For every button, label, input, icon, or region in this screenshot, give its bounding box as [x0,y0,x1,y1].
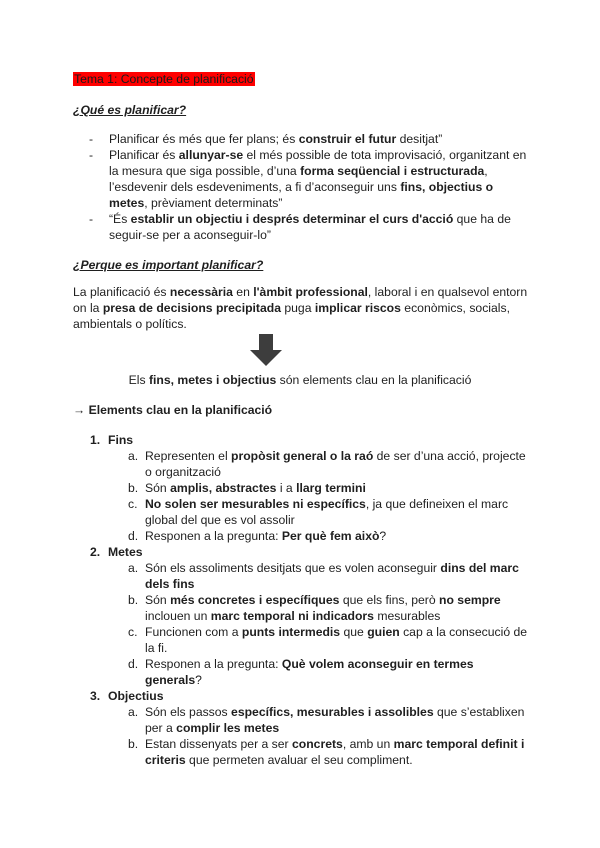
group-heading-fins: 1. Fins [90,433,134,447]
definition-item: - “És establir un objectiu i després determinar el curs d'acció que ha de seguir-se per a aconseguir-lo” [89,211,529,243]
list-item: a. Són els passos específics, mesurables i assolibles que s’establixen per a complir les metes [128,705,525,735]
list-item: a. Representen el propòsit general o la raó de ser d’una acció, projecte o organització [128,449,526,479]
section-heading-why: ¿Perque es important planificar? [73,258,264,272]
summary-line: Els fins, metes i objectius són elements clau en la planificació [128,373,472,387]
definition-list [89,131,529,243]
section-heading-what: ¿Qué es planificar? [73,103,187,117]
list-item: d. Responen a la pregunta: Per què fem això? [128,529,387,543]
group-heading-objectius: 3. Objectius [90,689,164,703]
document-title: Tema 1: Concepte de planificació [74,72,254,86]
list-item: b. Estan dissenyats per a ser concrets, amb un marc temporal definit i criteris que permeten avaluar el seu compliment. [128,737,525,767]
importance-paragraph: La planificació és necessària en l'àmbit professional, laboral i en qualsevol entorn on la presa de decisions precipitada puga implicar riscos econòmics, socials, ambientals o polítics. [73,285,528,331]
arrow-down-icon [250,334,282,366]
list-item: b. Són més concretes i específiques que els fins, però no sempre inclouen un marc temporal ni indicadors mesurables [128,593,501,623]
list-item: d. Responen a la pregunta: Què volem aconseguir en termes generals? [128,657,474,687]
definition-item: - Planificar és més que fer plans; és construir el futur desitjat” [89,131,529,147]
list-item: c. Funcionen com a punts intermedis que guien cap a la consecució de la fi. [128,625,528,655]
list-item: c. No solen ser mesurables ni específics, ja que defineixen el marc global del que es vol assolir [128,497,509,527]
elements-heading: → Elements clau en la planificació [73,403,273,417]
list-item: a. Són els assoliments desitjats que es volen aconseguir dins del marc dels fins [128,561,519,591]
definition-item: - Planificar és allunyar-se el més possible de tota improvisació, organitzant en la mesura que siga possible, d’una forma seqüencial i estructurada, l’esdevenir dels esdeveniments, a fi d’aconseguir uns fins, objectius o metes, prèviament determinats” [89,147,529,211]
list-item: b. Són amplis, abstractes i a llarg termini [128,481,366,495]
group-heading-metes: 2. Metes [90,545,143,559]
